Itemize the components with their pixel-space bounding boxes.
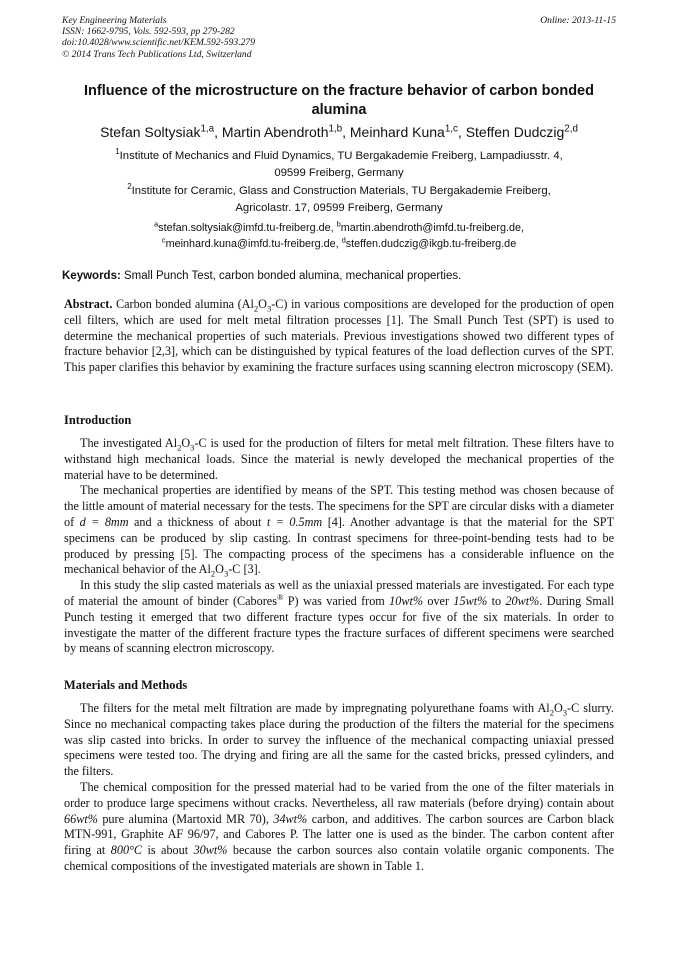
author-affil: 1,a bbox=[200, 123, 215, 135]
email-link[interactable]: steffen.dudczig@ikgb.tu-freiberg.de bbox=[345, 238, 517, 250]
equation: 800°C bbox=[110, 843, 143, 858]
email-link[interactable]: meinhard.kuna@imfd.tu-freiberg.de bbox=[165, 238, 336, 250]
affil-number: 2 bbox=[127, 182, 132, 192]
methods-body bbox=[64, 701, 614, 875]
journal-header bbox=[62, 15, 616, 60]
paragraph: In this study the slip casted materials as well as the uniaxial pressed materials are investigated. For each type of material the amount of binder (Cabores® P) was varied from 10wt% over 15wt% to 20wt%. During Small Punch testing it emerged that two different fracture types occur for five of the six materials. In order to investigate the matter of the different fracture types the fracture surfaces of different specimens were searched by means of scanning electron microscopy. bbox=[64, 578, 615, 656]
abstract bbox=[64, 297, 614, 376]
affiliation-1 bbox=[62, 148, 616, 181]
affiliation-2 bbox=[62, 183, 616, 216]
author-affil: 1,c bbox=[444, 123, 458, 135]
doi-line: doi:10.4028/www.scientific.net/KEM.592-593.279 bbox=[62, 37, 256, 49]
journal-name: Key Engineering Materials bbox=[62, 15, 167, 26]
email-tag: b bbox=[336, 219, 341, 229]
keywords-label: Keywords: bbox=[62, 270, 121, 282]
equation: 15wt% bbox=[453, 593, 488, 608]
paragraph: The investigated $Al_2O_3-C$ is used for the production of filters for metal melt filtration. These filters have to withstand high mechanical loads. Since the material is newly developed the mechanical properties of the material have to be determined. bbox=[64, 436, 614, 482]
author-affil: 1,b bbox=[328, 123, 343, 135]
abstract-label: Abstract. bbox=[64, 297, 113, 311]
affil-number: 1 bbox=[115, 147, 120, 157]
equation: 20wt% bbox=[505, 593, 540, 608]
author-affil: 2,d bbox=[564, 123, 578, 135]
introduction-heading: Introduction bbox=[64, 413, 132, 427]
paragraph: The chemical composition for the pressed material had to be varied from the one of the filter materials in order to produce large specimens without cracks. Nevertheless, all raw materials (before drying) contain about 66wt% pure alumina (Martoxid MR 70), 34wt% carbon, and additives. The carbon sources are Carbon black MTN-991, Graphite AF 96/97, and Cabores P. The latter one is used as the binder. The carbon content after firing at 800°C is about 30wt% because the carbon sources also contain volatile organic components. The chemical compositions of the investigated materials are shown in Table 1. bbox=[64, 779, 615, 873]
paragraph: The filters for the metal melt filtration are made by impregnating polyurethane foams with $Al_2O_3-C$ slurry. Since no mechanical compacting takes place during the production of the filters the material for the specimens was slip casted into bricks. In order to survey the influence of the mechanical compacting uniaxial pressed specimens were tested too. The drying and firing are all the same for the casted bricks, pressed cylinders, and the filters. bbox=[64, 701, 614, 779]
chem-sub: 2 bbox=[253, 303, 259, 314]
author-list: Stefan Soltysiak$^{1,a}$, Martin Abendroth$^{1,b}$, Meinhard Kuna$^{1,c}$, Steffen Dudczig$^{2,d}$ bbox=[100, 123, 578, 140]
equation: d = 8mm bbox=[79, 514, 129, 529]
email-tag: c bbox=[161, 235, 166, 245]
copyright-line: © 2014 Trans Tech Publications Ltd, Switzerland bbox=[62, 48, 252, 60]
chem-sub: 3 bbox=[266, 303, 272, 314]
paper-title: Influence of the microstructure on the fracture behavior of carbon bonded alumina bbox=[84, 83, 594, 118]
keywords-text: Small Punch Test, carbon bonded alumina, mechanical properties. bbox=[124, 270, 462, 282]
keywords bbox=[62, 268, 616, 284]
abstract-text: Carbon bonded alumina (Al bbox=[115, 297, 254, 311]
affil-line: 09599 Freiberg, Germany bbox=[274, 166, 404, 179]
email-link[interactable]: martin.abendroth@imfd.tu-freiberg.de bbox=[340, 222, 521, 234]
equation: 10wt% bbox=[389, 593, 423, 608]
email-link[interactable]: stefan.soltysiak@imfd.tu-freiberg.de bbox=[158, 222, 331, 234]
online-date: Online: 2013-11-15 bbox=[540, 15, 616, 26]
email-list: $^a$stefan.soltysiak@imfd.tu-freiberg.de, $^b$martin.abendroth@imfd.tu-freiberg.de, $^c$meinhard.kuna@imfd.tu-freiberg.de, $^d$steffen.dudczig@ikgb.tu-freiberg.de bbox=[154, 219, 524, 250]
chem-text: O bbox=[258, 297, 267, 311]
author-name: Martin Abendroth bbox=[221, 124, 329, 140]
equation: 34wt% bbox=[273, 811, 308, 826]
affil-line: Agricolastr. 17, 09599 Freiberg, Germany bbox=[235, 201, 443, 214]
equation: t = 0.5mm bbox=[266, 514, 323, 529]
affil-line: Institute of Mechanics and Fluid Dynamics, TU Bergakademie Freiberg, Lampadiusstr. 4, bbox=[119, 150, 563, 162]
author-name: Stefan Soltysiak bbox=[100, 124, 201, 140]
methods-heading: Materials and Methods bbox=[64, 678, 188, 692]
issn-line: ISSN: 1662-9795, Vols. 592-593, pp 279-282 bbox=[62, 26, 235, 38]
equation: 30wt% bbox=[193, 843, 228, 858]
email-tag: a bbox=[154, 219, 159, 229]
equation: 66wt% bbox=[64, 811, 98, 826]
paragraph: The mechanical properties are identified by means of the SPT. This testing method was chosen because of the little amount of material necessary for the tests. The specimens for the SPT are circular disks with a diameter of d = 8mm and a thickness of about t = 0.5mm [4]. Another advantage is that the material for the SPT specimens can be produced by slip casting. In contrast specimens for three-point-bending tests had to be produced by pressing [5]. The compacting process of the specimens has a considerable influence on the mechanical behavior of the $Al_2O_3-C$ [3]. bbox=[64, 483, 615, 579]
introduction-body bbox=[64, 436, 614, 657]
affil-line: Institute for Ceramic, Glass and Construction Materials, TU Bergakademie Freiberg, bbox=[131, 185, 551, 197]
author-name: Meinhard Kuna bbox=[349, 124, 445, 140]
email-tag: d bbox=[341, 235, 346, 245]
abstract-text: -C) in various compositions are developed for the production of open cell filters, which are used for melt metal filtration processes [1]. The Small Punch Test (SPT) is used to determine the mechanical properties of such materials. Previous investigations showed two different types of fracture behavior [2,3], which can be distinguished by typical features of the load deflection curves of the SPT. This paper clarifies this behavior by examining the fracture surfaces using scanning electron microscopy (SEM). bbox=[64, 297, 615, 375]
author-name: Steffen Dudczig bbox=[465, 124, 565, 140]
